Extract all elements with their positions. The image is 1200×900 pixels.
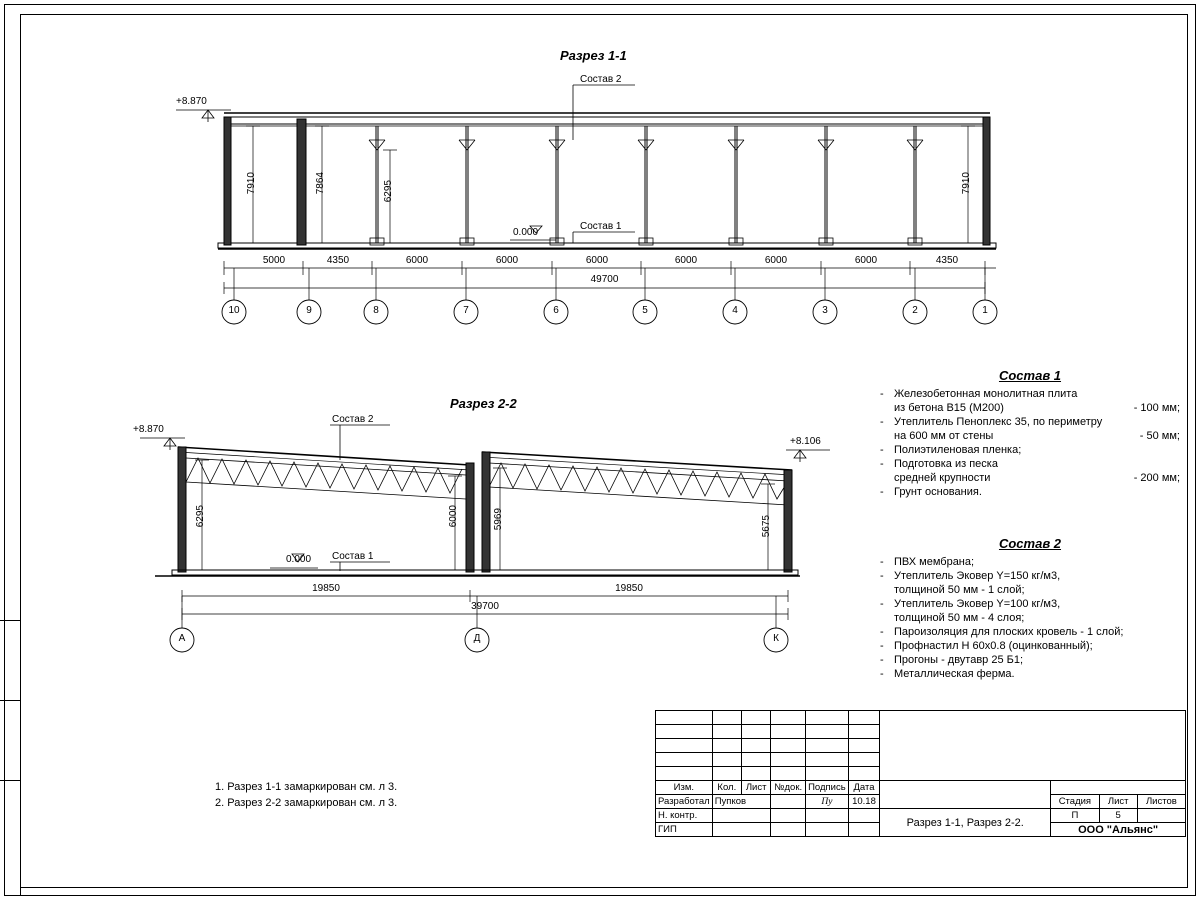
axis-bubble-label: 9 <box>306 305 312 316</box>
stamp-cell <box>712 725 741 739</box>
dash-icon: - <box>880 388 884 400</box>
section-1-span-dim: 6000 <box>585 255 609 266</box>
stamp-list-value: 5 <box>1099 809 1137 823</box>
axis-bubble-label: 3 <box>822 305 828 316</box>
axis-bubble-label: 4 <box>732 305 738 316</box>
list-item <box>880 653 1180 667</box>
list-item <box>880 569 1180 597</box>
spec-item-text: Пароизоляция для плоских кровель - 1 слой; <box>894 626 1124 638</box>
stamp-lists-label: Листов <box>1137 795 1185 809</box>
section-1-height-dim: 6295 <box>383 180 394 203</box>
stamp-cell <box>806 753 849 767</box>
spec-item-text: Железобетонная монолитная плита <box>894 388 1078 400</box>
stamp-cell <box>741 739 770 753</box>
list-item <box>880 443 1180 457</box>
section-2-span-dim: 19850 <box>312 583 340 594</box>
stamp-name <box>712 809 771 823</box>
stamp-role: Разработал <box>656 795 713 809</box>
section-1-span-dim: 6000 <box>405 255 429 266</box>
list-item <box>880 625 1180 639</box>
axis-bubble-label: 2 <box>912 305 918 316</box>
spec-1-block <box>880 368 1180 499</box>
dash-icon: - <box>880 556 884 568</box>
stamp-header-podpis: Подпись <box>806 781 849 795</box>
stamp-header-ndok: №док. <box>771 781 806 795</box>
stamp-lists-value <box>1137 809 1185 823</box>
section-1-span-dim: 5000 <box>262 255 286 266</box>
table-row <box>656 781 1186 795</box>
section-2-height-dim: 6000 <box>448 505 459 528</box>
axis-bubble-label: 8 <box>373 305 379 316</box>
section-2-total-dim: 39700 <box>471 601 499 612</box>
dash-icon: - <box>880 570 884 582</box>
section-2-height-dim: 5675 <box>761 515 772 538</box>
axis-bubble-label: 1 <box>982 305 988 316</box>
stamp-blank-mid-right <box>1051 781 1186 795</box>
stamp-date: 10.18 <box>848 795 880 809</box>
company-name: ООО "Альянс" <box>1051 823 1186 837</box>
dash-icon: - <box>880 486 884 498</box>
title-block <box>655 710 1186 837</box>
section-1-height-dim: 7864 <box>315 172 326 195</box>
stamp-cell <box>806 767 849 781</box>
section-1-span-dim: 6000 <box>495 255 519 266</box>
stamp-cell <box>656 753 713 767</box>
spec-2-list <box>880 555 1180 681</box>
dash-icon: - <box>880 416 884 428</box>
stamp-signature: Пу <box>806 795 849 809</box>
dash-icon: - <box>880 668 884 680</box>
list-item <box>880 639 1180 653</box>
stamp-cell <box>712 767 741 781</box>
stamp-cell <box>771 823 806 837</box>
spec-item-text: Грунт основания. <box>894 486 982 498</box>
dash-icon: - <box>880 598 884 610</box>
section-2-height-dim: 5969 <box>493 508 504 531</box>
stamp-header-list: Лист <box>741 781 770 795</box>
section-2-height-dim: 6295 <box>195 505 206 528</box>
list-item <box>880 415 1180 443</box>
list-item <box>880 457 1180 485</box>
spec-1-title: Состав 1 <box>998 368 1062 383</box>
stamp-cell <box>771 809 806 823</box>
note-line: 2. Разрез 2-2 замаркирован см. л 3. <box>215 797 398 809</box>
stamp-name: Пупков <box>712 795 771 809</box>
spec-2-block <box>880 536 1180 681</box>
stamp-role: Н. контр. <box>656 809 713 823</box>
stamp-date <box>848 823 880 837</box>
dash-icon: - <box>880 640 884 652</box>
stamp-cell <box>656 767 713 781</box>
stamp-header-izm: Изм. <box>656 781 713 795</box>
section-2-top-level-right: +8.106 <box>790 436 821 447</box>
axis-bubble-label: Д <box>473 633 481 644</box>
list-item <box>880 555 1180 569</box>
stamp-header-kol: Кол. <box>712 781 741 795</box>
stamp-cell <box>848 711 880 725</box>
list-item <box>880 485 1180 499</box>
stamp-cell <box>712 711 741 725</box>
axis-bubble-label: 6 <box>553 305 559 316</box>
stamp-cell <box>771 725 806 739</box>
spec-item-value: - 100 мм; <box>1133 402 1180 414</box>
spec-item-text: Полиэтиленовая пленка; <box>894 444 1022 456</box>
stamp-cell <box>656 739 713 753</box>
stamp-cell <box>806 711 849 725</box>
axis-bubble-label: 7 <box>463 305 469 316</box>
stamp-cell <box>806 725 849 739</box>
axis-bubble-label: 5 <box>642 305 648 316</box>
stamp-cell <box>771 753 806 767</box>
spec-item-text2: на 600 мм от стены <box>894 430 994 442</box>
spec-item-text: ПВХ мембрана; <box>894 556 975 568</box>
section-1-top-level: +8.870 <box>176 96 207 107</box>
spec-item-text: Утеплитель Эковер Y=100 кг/м3, <box>894 598 1061 610</box>
section-1-callout-bottom: Состав 1 <box>580 221 622 232</box>
stamp-cell <box>848 767 880 781</box>
axis-bubble-label: К <box>773 633 779 644</box>
axis-bubble-label: А <box>178 633 186 644</box>
section-1-height-dim: 7910 <box>961 172 972 195</box>
section-1-span-dim: 6000 <box>674 255 698 266</box>
spec-item-value: - 200 мм; <box>1133 472 1180 484</box>
dash-icon: - <box>880 444 884 456</box>
stamp-date <box>848 809 880 823</box>
section-1-span-dim: 4350 <box>935 255 959 266</box>
axis-bubble-label: 10 <box>228 305 240 316</box>
stamp-blank-top <box>880 711 1186 781</box>
stamp-cell <box>771 739 806 753</box>
notes-block <box>215 781 397 809</box>
spec-item-text2: средней крупности <box>894 472 991 484</box>
dash-icon: - <box>880 654 884 666</box>
list-item <box>880 597 1180 625</box>
spec-item-text: Металлическая ферма. <box>894 668 1015 680</box>
section-2-title: Разрез 2-2 <box>450 396 517 411</box>
stamp-cell <box>771 795 806 809</box>
section-1-zero-level: 0.000 <box>513 227 539 238</box>
section-1-total-dim: 49700 <box>590 274 619 285</box>
stamp-cell <box>712 753 741 767</box>
stamp-name <box>712 823 771 837</box>
stamp-role: ГИП <box>656 823 713 837</box>
stamp-cell <box>656 725 713 739</box>
stamp-blank-mid <box>880 781 1051 809</box>
section-2-top-level-left: +8.870 <box>133 424 164 435</box>
stamp-cell <box>771 767 806 781</box>
section-1-callout-top: Состав 2 <box>580 74 622 85</box>
section-2-callout-top: Состав 2 <box>332 414 374 425</box>
spec-2-title: Состав 2 <box>998 536 1062 551</box>
spec-item-text2: толщиной 50 мм - 4 слоя; <box>894 612 1025 624</box>
stamp-cell <box>848 753 880 767</box>
stamp-cell <box>741 767 770 781</box>
spec-item-text2: из бетона В15 (М200) <box>894 402 1004 414</box>
stamp-cell <box>848 725 880 739</box>
section-1-span-dim: 4350 <box>326 255 350 266</box>
stamp-cell <box>848 739 880 753</box>
stamp-signature <box>806 823 849 837</box>
sheet-title: Разрез 1-1, Разрез 2-2. <box>880 809 1051 837</box>
stamp-stage-value: П <box>1051 809 1099 823</box>
spec-1-list <box>880 387 1180 499</box>
section-1-height-dim: 7910 <box>246 172 257 195</box>
section-2-callout-bottom: Состав 1 <box>332 551 374 562</box>
spec-item-text: Профнастил Н 60х0.8 (оцинкованный); <box>894 640 1093 652</box>
spec-item-value: - 50 мм; <box>1139 430 1180 442</box>
list-item <box>880 387 1180 415</box>
stamp-signature <box>806 809 849 823</box>
table-row <box>656 809 1186 823</box>
stamp-cell <box>741 725 770 739</box>
stamp-cell <box>771 711 806 725</box>
stamp-cell <box>656 711 713 725</box>
section-1-title: Разрез 1-1 <box>560 48 627 63</box>
spec-item-text2: толщиной 50 мм - 1 слой; <box>894 584 1025 596</box>
table-row <box>656 711 1186 725</box>
dash-icon: - <box>880 626 884 638</box>
stamp-cell <box>712 739 741 753</box>
section-1-span-dim: 6000 <box>764 255 788 266</box>
stamp-stage-label: Стадия <box>1051 795 1099 809</box>
section-2-zero-level: 0.000 <box>286 554 312 565</box>
spec-item-text: Утеплитель Эковер Y=150 кг/м3, <box>894 570 1061 582</box>
spec-item-text: Прогоны - двутавр 25 Б1; <box>894 654 1024 666</box>
section-2-span-dim: 19850 <box>615 583 643 594</box>
stamp-cell <box>806 739 849 753</box>
spec-item-text: Утеплитель Пеноплекс 35, по периметру <box>894 416 1103 428</box>
section-1-span-dim: 6000 <box>854 255 878 266</box>
stamp-cell <box>741 711 770 725</box>
stamp-header-data: Дата <box>848 781 880 795</box>
stamp-cell <box>741 753 770 767</box>
stamp-list-label: Лист <box>1099 795 1137 809</box>
list-item <box>880 667 1180 681</box>
note-line: 1. Разрез 1-1 замаркирован см. л 3. <box>215 781 398 793</box>
spec-item-text: Подготовка из песка <box>894 458 998 470</box>
dash-icon: - <box>880 458 884 470</box>
